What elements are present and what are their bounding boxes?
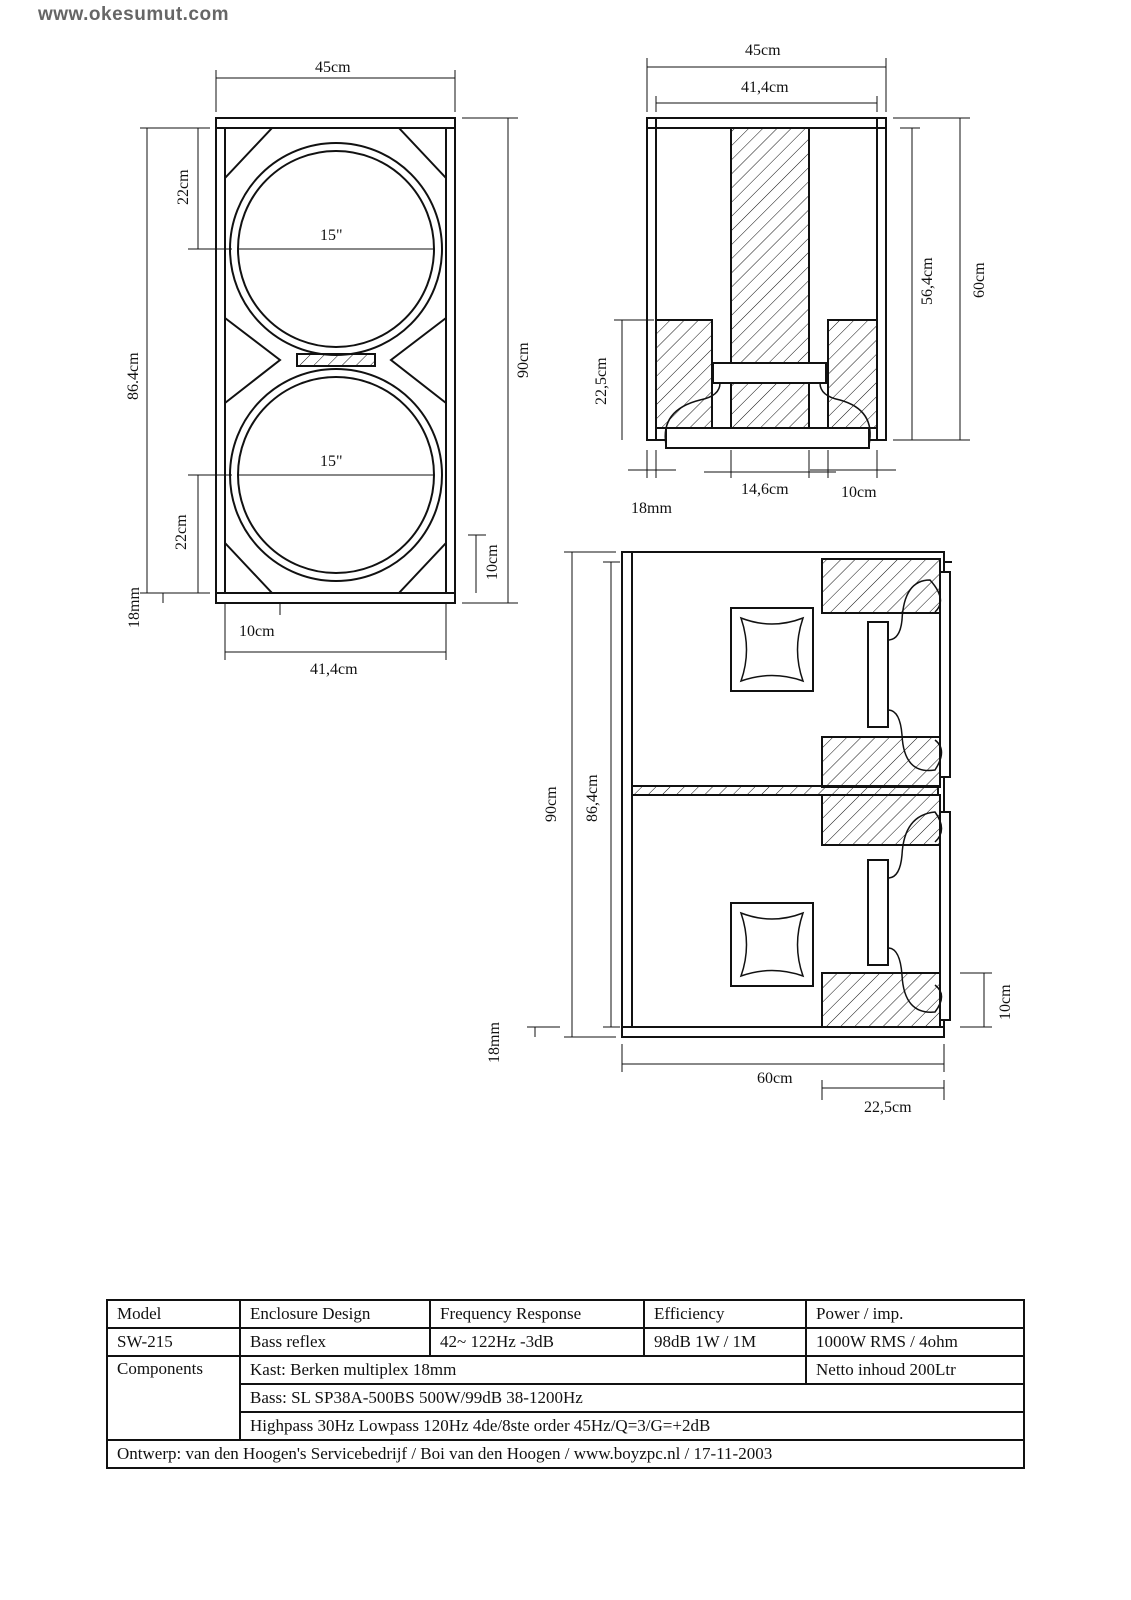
- components-filter: Highpass 30Hz Lowpass 120Hz 4de/8ste order 45Hz/Q=3/G=+2dB: [240, 1412, 1024, 1440]
- top-terminal-upper: [731, 608, 813, 691]
- side-left-block: [656, 320, 712, 428]
- side-port-width: 10cm: [841, 484, 877, 501]
- front-top-offset: 22cm: [175, 169, 192, 205]
- front-view: [216, 118, 455, 603]
- value-efficiency: 98dB 1W / 1M: [644, 1328, 806, 1356]
- header-model: Model: [107, 1300, 240, 1328]
- top-height-inner: 86,4cm: [584, 774, 601, 822]
- header-enclosure: Enclosure Design: [240, 1300, 430, 1328]
- front-panel-thickness: 18mm: [126, 587, 143, 628]
- front-port-height: 10cm: [484, 544, 501, 580]
- front-bottom-offset: 22cm: [173, 514, 190, 550]
- spec-credit-row: [107, 1440, 1024, 1468]
- front-height-inner: 86.4cm: [125, 352, 142, 400]
- top-magnet: [868, 622, 888, 727]
- value-model: SW-215: [107, 1328, 240, 1356]
- side-view: [647, 118, 886, 448]
- top-terminal-lower: [731, 903, 813, 986]
- spec-components-row: [107, 1356, 1024, 1384]
- side-panel-thickness: 18mm: [631, 500, 672, 517]
- design-credit: Ontwerp: van den Hoogen's Servicebedrijf / Boi van den Hoogen / www.boyzpc.nl / 17-11-2003: [107, 1440, 1024, 1468]
- side-height-outer: 60cm: [971, 262, 988, 298]
- value-frequency: 42~ 122Hz -3dB: [430, 1328, 644, 1356]
- top-port: [940, 812, 950, 1020]
- side-width-outer: 45cm: [745, 42, 781, 59]
- value-power: 1000W RMS / 4ohm: [806, 1328, 1024, 1356]
- center-port: [297, 354, 375, 366]
- top-port-height: 10cm: [997, 984, 1014, 1020]
- side-width-inner: 41,4cm: [741, 79, 789, 96]
- brace: [225, 543, 272, 593]
- front-port-width: 10cm: [239, 623, 275, 640]
- spec-header-row: [107, 1300, 1024, 1328]
- front-height-outer: 90cm: [515, 342, 532, 378]
- top-block: [822, 795, 940, 845]
- side-height-inner: 56,4cm: [919, 257, 936, 305]
- header-efficiency: Efficiency: [644, 1300, 806, 1328]
- side-brace-height: 22,5cm: [593, 357, 610, 405]
- top-block: [822, 973, 940, 1027]
- top-block: [822, 737, 940, 787]
- side-right-block: [828, 320, 877, 428]
- components-label: Components: [107, 1356, 240, 1440]
- components-netto: Netto inhoud 200Ltr: [806, 1356, 1024, 1384]
- spec-value-row: [107, 1328, 1024, 1356]
- front-width-inner: 41,4cm: [310, 661, 358, 678]
- watermark: www.okesumut.com: [38, 4, 229, 25]
- top-block: [822, 559, 940, 613]
- top-magnet: [868, 860, 888, 965]
- front-driver-bottom-label: 15": [320, 453, 343, 470]
- top-view: [622, 552, 952, 1037]
- front-driver-top-label: 15": [320, 227, 343, 244]
- spec-filter-row: [107, 1412, 1024, 1440]
- spec-bass-row: [107, 1384, 1024, 1412]
- top-height-outer: 90cm: [543, 786, 560, 822]
- components-kast: Kast: Berken multiplex 18mm: [240, 1356, 806, 1384]
- spec-table: [106, 1299, 1025, 1469]
- top-panel-thickness: 18mm: [486, 1022, 503, 1063]
- top-depth: 60cm: [757, 1070, 793, 1087]
- side-bottom-port: [666, 428, 869, 448]
- header-frequency: Frequency Response: [430, 1300, 644, 1328]
- brace: [399, 543, 446, 593]
- value-enclosure: Bass reflex: [240, 1328, 430, 1356]
- side-center-width: 14,6cm: [741, 481, 789, 498]
- front-width-outer: 45cm: [315, 59, 351, 76]
- components-bass: Bass: SL SP38A-500BS 500W/99dB 38-1200Hz: [240, 1384, 1024, 1412]
- top-port: [940, 572, 950, 777]
- side-magnet-plate: [713, 363, 826, 383]
- top-port-depth: 22,5cm: [864, 1099, 912, 1116]
- header-power: Power / imp.: [806, 1300, 1024, 1328]
